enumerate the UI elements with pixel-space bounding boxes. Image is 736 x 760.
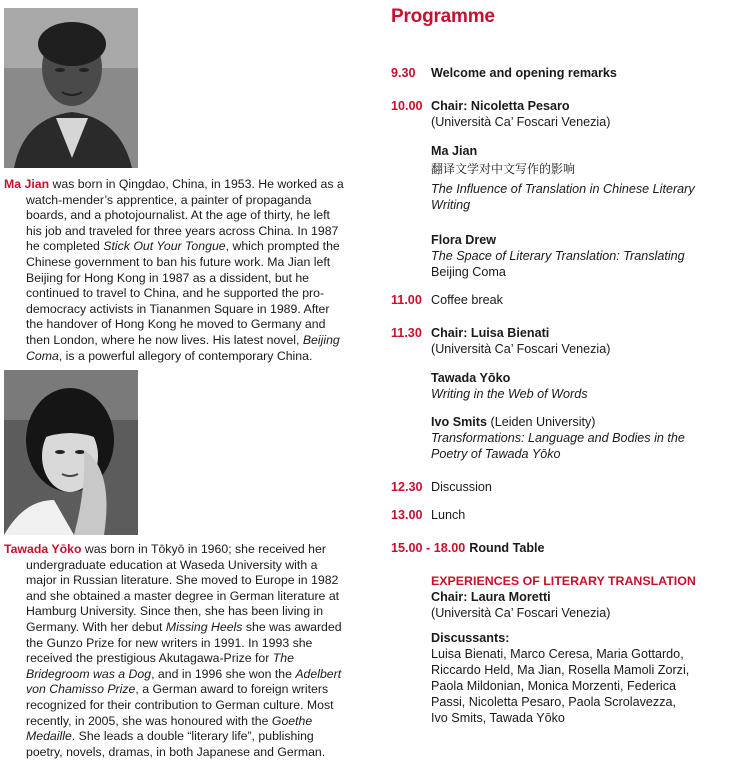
discussion-entry bbox=[391, 479, 736, 495]
session2-talk2 bbox=[391, 414, 736, 462]
session2-chair: Chair: Luisa Bienati bbox=[431, 326, 550, 340]
lunch-entry bbox=[391, 507, 736, 523]
talk-speaker: Flora Drew bbox=[431, 233, 497, 247]
talk-title-line2: Writing bbox=[431, 198, 471, 212]
coffee-time: 11.00 bbox=[391, 293, 422, 307]
lunch-label: Lunch bbox=[431, 508, 466, 522]
talk-speaker: Tawada Yōko bbox=[431, 371, 511, 385]
session1-time: 10.00 bbox=[391, 99, 423, 113]
discussion-time: 12.30 bbox=[391, 480, 423, 494]
session2-entry bbox=[391, 325, 736, 357]
talk-title-line1: The Influence of Translation in Chinese Literary bbox=[431, 182, 695, 196]
roundtable-chair: Chair: Laura Moretti bbox=[431, 590, 551, 604]
session2-affiliation: (Università Ca’ Foscari Venezia) bbox=[431, 342, 611, 356]
discussants-line: Ivo Smits, Tawada Yōko bbox=[431, 711, 565, 725]
discussants-line: Riccardo Held, Ma Jian, Rosella Mamoli Zorzi, bbox=[431, 663, 690, 677]
coffee-entry bbox=[391, 292, 736, 308]
session2-talk1 bbox=[391, 370, 736, 402]
talk-title-line2: Poetry of Tawada Yōko bbox=[431, 447, 561, 461]
talk-title-line1: Transformations: Language and Bodies in the bbox=[431, 431, 685, 445]
tawada-yoko-name: Tawada Yōko bbox=[4, 542, 82, 556]
discussants-line: Passi, Nicoletta Pesaro, Paola Scrolavezza, bbox=[431, 695, 676, 709]
welcome-entry bbox=[391, 65, 736, 81]
session2-time: 11.30 bbox=[391, 326, 422, 340]
roundtable-time: 15.00 - 18.00 bbox=[391, 541, 466, 555]
roundtable-label: Round Table bbox=[469, 541, 545, 555]
tawada-yoko-portrait-photo bbox=[4, 370, 138, 535]
roundtable-details bbox=[391, 573, 736, 726]
discussants-line: Luisa Bienati, Marco Ceresa, Maria Gottardo, bbox=[431, 647, 684, 661]
discussants-line: Paola Mildonian, Monica Morzenti, Federica bbox=[431, 679, 676, 693]
welcome-label: Welcome and opening remarks bbox=[431, 66, 617, 80]
ma-jian-portrait-photo bbox=[4, 8, 138, 168]
discussants-label: Discussants: bbox=[431, 631, 510, 645]
coffee-label: Coffee break bbox=[431, 293, 503, 307]
talk-title: Writing in the Web of Words bbox=[431, 387, 588, 401]
tawada-yoko-bio: Tawada Yōko was born in Tōkyō in 1960; she received her undergraduate education at Waseda University with a major in Russian literature. She moved to Europe in 1982 and she obtained a master degree in German literature at Hamburg University. Since then, she has been living in Germany. With her debut Missing Heels she was awarded the Gunzo Prize for new writers in 1991. In 1993 she received the prestigious Akutagawa-Prize for The Bridegroom was a Dog, and in 1996 she won the Adelbert von Chamisso Prize, a German award to foreign writers recognized for their contribution to German culture. Most recently, in 2005, she was honoured with the Goethe Medaille. She leads a double “literary life”, publishing poetry, novels, dramas, in both Japanese and German. bbox=[4, 542, 342, 759]
welcome-time: 9.30 bbox=[391, 66, 416, 80]
programme-title: Programme bbox=[391, 6, 495, 27]
session1-talk1 bbox=[391, 143, 736, 213]
talk-title-line1: The Space of Literary Translation: Translating bbox=[431, 249, 685, 263]
talk-speaker: Ma Jian bbox=[431, 144, 478, 158]
discussion-label: Discussion bbox=[431, 480, 492, 494]
session1-chair: Chair: Nicoletta Pesaro bbox=[431, 99, 570, 113]
lunch-time: 13.00 bbox=[391, 508, 423, 522]
ma-jian-name: Ma Jian bbox=[4, 177, 50, 191]
roundtable-entry bbox=[391, 540, 736, 556]
talk-title-line2: Beijing Coma bbox=[431, 265, 506, 279]
roundtable-heading: EXPERIENCES OF LITERARY TRANSLATION bbox=[431, 574, 696, 588]
roundtable-affiliation: (Università Ca’ Foscari Venezia) bbox=[431, 606, 611, 620]
session1-entry bbox=[391, 98, 736, 130]
talk-speaker-affiliation: (Leiden University) bbox=[487, 415, 596, 429]
session1-affiliation: (Università Ca’ Foscari Venezia) bbox=[431, 115, 611, 129]
talk-speaker: Ivo Smits bbox=[431, 415, 487, 429]
ma-jian-bio: Ma Jian was born in Qingdao, China, in 1953. He worked as a watch-mender’s apprentice, a painter of propaganda boards, and a photojournalist. At the age of thirty, he left his job and traveled for three years across China. In 1987 he completed Stick Out Your Tongue, which prompted the Chinese government to ban his future work. Ma Jian left Beijing for Hong Kong in 1987 as a dissident, but he continued to travel to China, and he supported the pro-democracy activists in Tiananmen Square in 1989. After the handover of Hong Kong he moved to Germany and then London, where he now lives. His latest novel, Beijing Coma, is a powerful allegory of contemporary China. bbox=[4, 177, 344, 363]
session1-talk2 bbox=[391, 232, 736, 280]
talk-chinese-title: 翻译文学对中文写作的影响 bbox=[431, 162, 576, 176]
